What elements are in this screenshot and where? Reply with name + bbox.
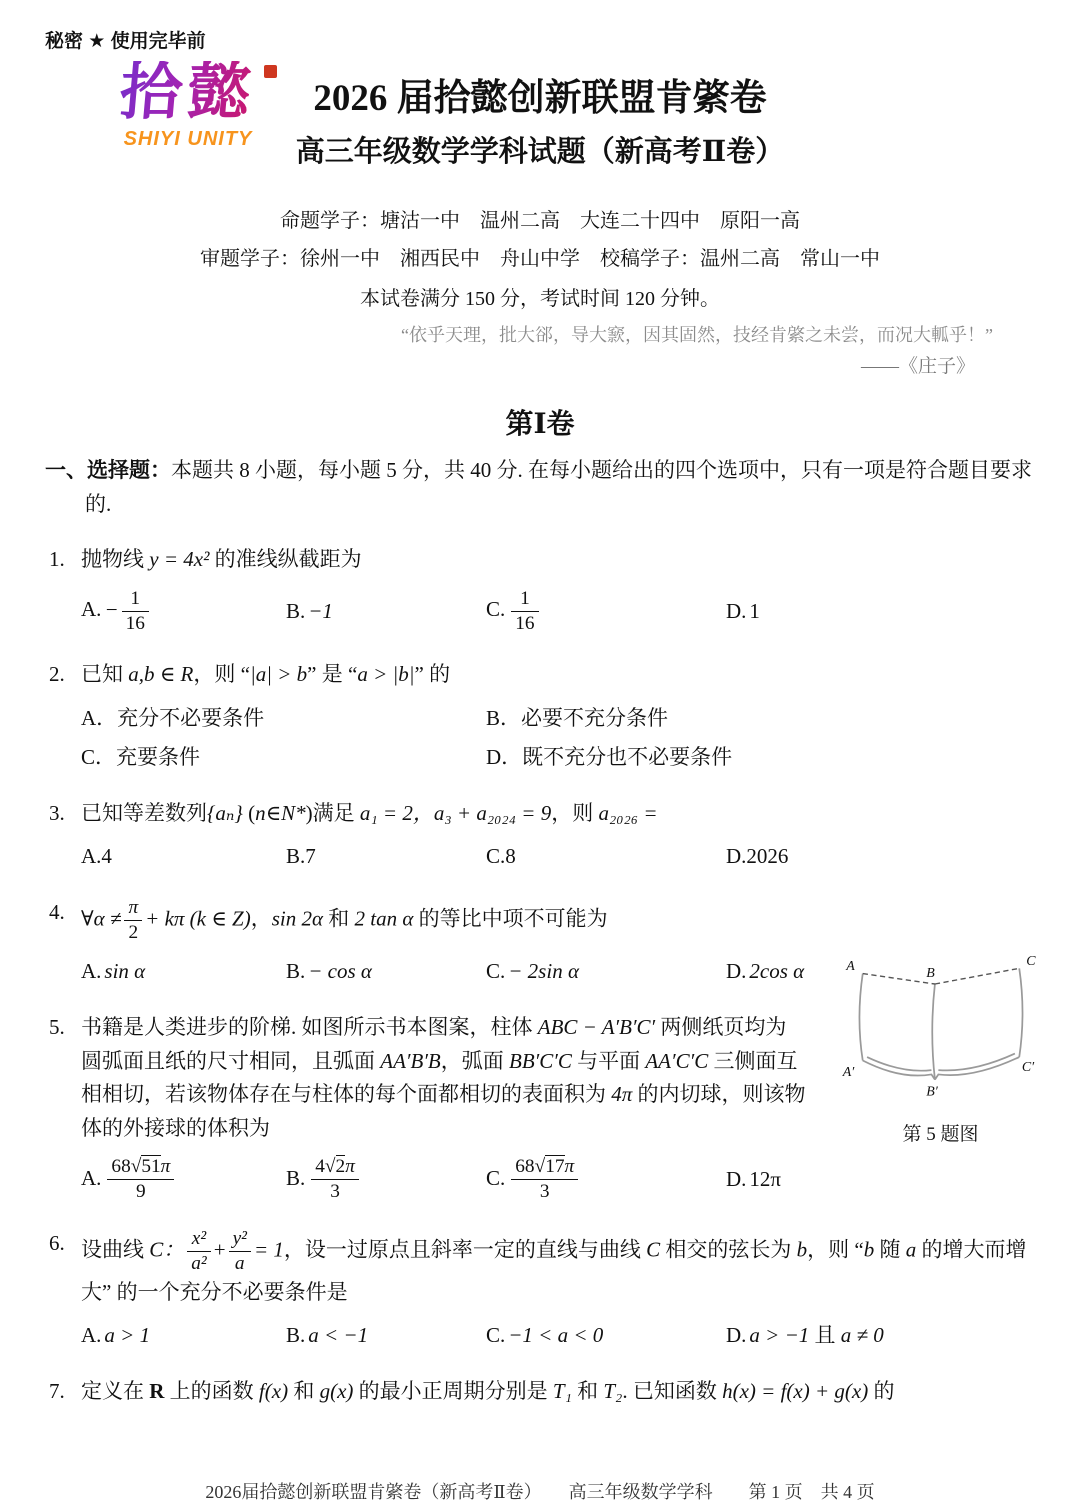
fraction bbox=[107, 1155, 174, 1204]
fraction-denominator: 3 bbox=[330, 1181, 340, 1203]
hidden-edge-bc bbox=[934, 968, 1018, 984]
stem-math: 2 tan α bbox=[354, 906, 414, 931]
stem-math: f(x) bbox=[258, 1379, 289, 1404]
stem-math: T₂ bbox=[603, 1379, 623, 1404]
question-3-number: 3. bbox=[49, 800, 65, 825]
stem-text: 书籍是人类进步的阶梯. 如图所示书本图案，柱体 bbox=[81, 1014, 538, 1039]
option-value: −1 < a < 0 bbox=[508, 1323, 604, 1348]
question-5-stem bbox=[81, 1011, 807, 1145]
option-c: C．充要条件 bbox=[81, 745, 201, 770]
option-label: D. bbox=[726, 598, 747, 623]
radicand: 51 bbox=[141, 1156, 161, 1178]
hidden-edge-ab bbox=[862, 973, 934, 983]
pi-symbol: π bbox=[160, 1156, 171, 1178]
option-value: − bbox=[104, 597, 119, 622]
question-5-options bbox=[81, 1155, 1035, 1204]
question-6-number: 6. bbox=[49, 1230, 65, 1255]
fraction bbox=[122, 587, 149, 636]
pi-symbol: π bbox=[564, 1156, 575, 1178]
option-d: D.2026 bbox=[726, 844, 789, 869]
fraction bbox=[124, 896, 142, 945]
option-b bbox=[286, 955, 486, 989]
option-label: A. bbox=[81, 597, 102, 622]
option-b bbox=[286, 595, 486, 629]
stem-math: b bbox=[796, 1237, 808, 1262]
option-connector: 且 bbox=[809, 1323, 841, 1348]
fraction-denominator: 2 bbox=[128, 922, 139, 944]
question-6-stem bbox=[81, 1227, 1035, 1310]
stem-math: C： bbox=[149, 1237, 185, 1262]
vertex-label-a: A bbox=[845, 958, 855, 974]
option-value: − 2sin α bbox=[508, 959, 579, 984]
option-a: A．充分不必要条件 bbox=[81, 705, 265, 730]
book-page-line-right bbox=[938, 1053, 1015, 1070]
option-a bbox=[81, 955, 286, 989]
stem-text: 上的函数 bbox=[164, 1379, 259, 1404]
stem-math: b bbox=[863, 1237, 875, 1262]
fraction-numerator: π bbox=[124, 896, 142, 921]
option-label: D. bbox=[726, 1167, 747, 1192]
option-label: B. bbox=[286, 598, 306, 623]
option-value: a < −1 bbox=[308, 1323, 369, 1348]
logo-calligraphy: 拾懿 bbox=[90, 61, 286, 126]
quote-text: “依乎天理，批大郤，导大窾，因其固然，技经肯綮之未尝，而况大軱乎！” bbox=[401, 325, 993, 345]
option-value: a ≠ 0 bbox=[840, 1323, 884, 1348]
exam-header bbox=[45, 59, 1035, 195]
stem-text: 的 bbox=[868, 1379, 895, 1404]
option-b bbox=[286, 1155, 486, 1204]
stem-text: 已知等差数列 bbox=[81, 800, 207, 825]
vertex-label-c: C bbox=[1025, 953, 1035, 969]
option-b: B.7 bbox=[286, 844, 316, 869]
question-1-number: 1. bbox=[49, 547, 65, 572]
sqrt-symbol: √ bbox=[324, 1156, 336, 1178]
vertex-label-b1: B′ bbox=[925, 1084, 938, 1099]
stem-text: 设曲线 bbox=[81, 1237, 150, 1262]
stem-text: ，弧面 bbox=[440, 1048, 509, 1073]
radicand: 2 bbox=[335, 1156, 346, 1178]
stem-text: ， bbox=[250, 906, 272, 931]
vertex-label-c1: C′ bbox=[1021, 1059, 1034, 1075]
option-label: A. bbox=[81, 1165, 102, 1190]
vertex-label-a1: A′ bbox=[842, 1065, 854, 1081]
fraction-denominator: a bbox=[234, 1252, 245, 1274]
stem-math: a₂₀₂₆ = bbox=[598, 800, 658, 825]
option-d bbox=[726, 1319, 1035, 1353]
stem-math: ∀α ≠ bbox=[81, 906, 122, 931]
reviewers-line: 审题学子：徐州一中 湘西民中 舟山中学 校稿学子：温州二高 常山一中 bbox=[200, 248, 880, 270]
option-b: B．必要不充分条件 bbox=[486, 705, 669, 730]
option-c bbox=[486, 1319, 726, 1353]
option-c: C.8 bbox=[486, 844, 516, 869]
option-label: C. bbox=[486, 597, 506, 622]
fraction-numerator bbox=[107, 1155, 174, 1180]
fraction-denominator: 3 bbox=[539, 1181, 550, 1203]
question-3-stem bbox=[81, 797, 1035, 831]
stem-text: 定义在 bbox=[81, 1379, 150, 1404]
option-label: A. bbox=[81, 959, 102, 984]
logo bbox=[93, 61, 283, 151]
fraction bbox=[187, 1227, 210, 1276]
stem-text: 的等比中项不可能为 bbox=[413, 906, 608, 931]
option-c bbox=[486, 587, 726, 636]
option-a bbox=[81, 1319, 286, 1353]
stem-text: ” 是 “ bbox=[307, 662, 358, 687]
option-a bbox=[81, 1155, 286, 1204]
option-label: B. bbox=[286, 1165, 306, 1190]
stem-text: ，则 “ bbox=[807, 1237, 864, 1262]
fraction-numerator bbox=[511, 1155, 578, 1180]
question-1-stem bbox=[81, 543, 1035, 577]
fraction bbox=[229, 1227, 251, 1276]
option-value: sin α bbox=[104, 959, 146, 984]
section-instructions bbox=[45, 454, 1035, 521]
stem-math: h(x) = f(x) + g(x) bbox=[722, 1379, 869, 1404]
fraction-denominator: 9 bbox=[136, 1181, 146, 1203]
question-1 bbox=[45, 543, 1035, 636]
stem-text: . 已知函数 bbox=[622, 1379, 723, 1404]
exam-subtitle: 高三年级数学学科试题（新高考Ⅱ卷） bbox=[295, 136, 785, 168]
classification-label: 秘密 ★ 使用完毕前 bbox=[45, 31, 206, 52]
question-2-number: 2. bbox=[49, 662, 65, 687]
stem-math: C bbox=[646, 1237, 661, 1262]
stem-text: 两侧纸页均为圆弧面且纸的尺寸相同，且弧面 bbox=[81, 1014, 787, 1073]
option-a: A.4 bbox=[81, 844, 112, 869]
stem-math: R bbox=[149, 1379, 165, 1404]
instructions-heading: 一、选择题： bbox=[45, 458, 171, 482]
stem-text: ( bbox=[242, 800, 256, 825]
sqrt-symbol: √ bbox=[130, 1156, 142, 1178]
coefficient: 4 bbox=[315, 1156, 325, 1178]
stem-math: y = 4x² bbox=[149, 547, 210, 572]
option-value: a > 1 bbox=[104, 1323, 151, 1348]
stem-text: 相交的弦长为 bbox=[660, 1237, 797, 1262]
question-7 bbox=[45, 1375, 1035, 1409]
book-left-edge bbox=[859, 973, 862, 1060]
option-label: B. bbox=[286, 1323, 306, 1348]
stem-math: T₁ bbox=[552, 1379, 572, 1404]
coefficient: 68 bbox=[111, 1156, 131, 1178]
stem-math: g(x) bbox=[319, 1379, 354, 1404]
page-footer: 2026届拾懿创新联盟肯綮卷（新高考Ⅱ卷） 高三年级数学学科 第 1 页 共 4 页 bbox=[205, 1482, 875, 1502]
quote-source: ——《庄子》 bbox=[860, 356, 975, 377]
fraction bbox=[511, 1155, 578, 1204]
exam-info-line: 本试卷满分 150 分，考试时间 120 分钟。 bbox=[360, 288, 720, 310]
stem-text: ，则 “ bbox=[193, 662, 250, 687]
book-spine bbox=[932, 984, 935, 1080]
option-label: A. bbox=[81, 1323, 102, 1348]
option-label: C. bbox=[486, 1323, 506, 1348]
question-4-stem bbox=[81, 896, 1035, 945]
stem-math: ABC − A′B′C′ bbox=[537, 1014, 656, 1039]
fraction-numerator: y² bbox=[229, 1227, 251, 1252]
question-6-options bbox=[81, 1319, 1035, 1353]
open-book-figure bbox=[841, 949, 1041, 1099]
stem-math: n∈N* bbox=[255, 800, 306, 825]
fraction bbox=[511, 587, 538, 636]
fraction-denominator: a² bbox=[191, 1252, 207, 1274]
stem-math: = 1 bbox=[253, 1237, 284, 1262]
question-7-stem bbox=[81, 1375, 1035, 1409]
stem-text: 和 bbox=[571, 1379, 604, 1404]
fraction-numerator: 1 bbox=[511, 587, 538, 612]
option-value: 12π bbox=[749, 1167, 782, 1192]
option-c bbox=[486, 955, 726, 989]
logo-seal-icon bbox=[264, 65, 277, 78]
stem-text: 的内切球，则该物体的外接球的体积为 bbox=[81, 1082, 806, 1140]
stem-math: 4π bbox=[611, 1082, 633, 1107]
question-2-stem bbox=[81, 658, 1035, 692]
fraction-numerator: x² bbox=[187, 1227, 210, 1252]
logo-wordmark: SHIYI UNITY bbox=[123, 128, 253, 151]
stem-math: sin 2α bbox=[271, 906, 323, 931]
q5-figure bbox=[838, 949, 1043, 1150]
stem-math: {aₙ} bbox=[207, 800, 243, 825]
stem-text: 与平面 bbox=[571, 1048, 646, 1073]
figure-caption: 第 5 题图 bbox=[902, 1123, 979, 1145]
exam-title: 2026 届拾懿创新联盟肯綮卷 bbox=[313, 78, 767, 119]
stem-text: ，则 bbox=[551, 800, 599, 825]
stem-text: 和 bbox=[323, 906, 355, 931]
question-5-number: 5. bbox=[49, 1014, 65, 1039]
question-4-number: 4. bbox=[49, 900, 65, 925]
section-title: 第Ⅰ卷 bbox=[505, 409, 575, 440]
stem-math: a bbox=[905, 1237, 917, 1262]
option-d bbox=[726, 1163, 1035, 1197]
coefficient: 68 bbox=[515, 1156, 535, 1178]
option-value: 2cos α bbox=[749, 959, 805, 984]
question-6 bbox=[45, 1227, 1035, 1353]
fraction-denominator: 16 bbox=[125, 612, 145, 634]
fraction-numerator bbox=[311, 1155, 359, 1180]
instructions-text: 本题共 8 小题，每小题 5 分，共 40 分. 在每小题给出的四个选项中，只有一项是符合题目要求的. bbox=[85, 458, 1032, 516]
stem-text: 的准线纵截距为 bbox=[209, 547, 362, 572]
stem-text: 随 bbox=[874, 1237, 906, 1262]
stem-math: a₁ = 2，a₃ + a₂₀₂₄ = 9 bbox=[359, 800, 552, 825]
question-2-options bbox=[81, 702, 1035, 775]
option-label: C. bbox=[486, 959, 506, 984]
option-label: B. bbox=[286, 959, 306, 984]
stem-text: )满足 bbox=[305, 800, 360, 825]
stem-math: a > |b| bbox=[357, 662, 415, 687]
option-value: a > −1 bbox=[749, 1323, 810, 1348]
option-c bbox=[486, 1155, 726, 1204]
radicand: 17 bbox=[545, 1156, 565, 1178]
sqrt-symbol: √ bbox=[534, 1156, 546, 1178]
stem-text: 的最小正周期分别是 bbox=[353, 1379, 553, 1404]
option-a bbox=[81, 587, 286, 636]
setters-line: 命题学子：塘沽一中 温州二高 大连二十四中 原阳一高 bbox=[280, 210, 800, 232]
book-bottom-right bbox=[934, 1057, 1018, 1080]
option-value: 1 bbox=[749, 598, 760, 623]
option-value: − cos α bbox=[308, 959, 372, 984]
book-right-edge bbox=[1019, 968, 1022, 1057]
option-d: D．既不充分也不必要条件 bbox=[486, 745, 733, 770]
stem-text: ” 的 bbox=[414, 662, 451, 687]
option-d bbox=[726, 595, 1035, 629]
question-7-number: 7. bbox=[49, 1379, 65, 1404]
stem-math: + bbox=[213, 1237, 226, 1262]
stem-text: 和 bbox=[288, 1379, 320, 1404]
fraction bbox=[311, 1155, 359, 1204]
stem-text: 抛物线 bbox=[81, 547, 150, 572]
option-label: C. bbox=[486, 1165, 506, 1190]
stem-math: |a| > b bbox=[249, 662, 308, 687]
option-label: D. bbox=[726, 1323, 747, 1348]
vertex-label-b: B bbox=[925, 965, 935, 981]
stem-text: 的增大而增大” 的一个充分不必要条件是 bbox=[81, 1237, 1027, 1304]
stem-math: AA′B′B bbox=[380, 1048, 441, 1073]
stem-math: + kπ (k ∈ Z) bbox=[145, 906, 251, 931]
stem-math: a,b ∈ R bbox=[128, 662, 194, 687]
fraction-denominator: 16 bbox=[515, 612, 535, 634]
fraction-numerator: 1 bbox=[122, 587, 149, 612]
book-page-line-left bbox=[867, 1057, 931, 1071]
stem-math: BB′C′C bbox=[509, 1048, 572, 1073]
question-2 bbox=[45, 658, 1035, 775]
question-3-options bbox=[81, 840, 1035, 874]
option-b bbox=[286, 1319, 486, 1353]
option-label: D. bbox=[726, 959, 747, 984]
option-value: −1 bbox=[308, 598, 333, 623]
stem-text: 已知 bbox=[81, 662, 129, 687]
stem-text: 三侧面互相相切，若该物体存在与柱体的每个面都相切的表面积为 bbox=[81, 1048, 798, 1107]
question-1-options bbox=[81, 587, 1035, 636]
stem-text: ，设一过原点且斜率一定的直线与曲线 bbox=[283, 1237, 647, 1262]
question-3 bbox=[45, 797, 1035, 874]
pi-symbol: π bbox=[345, 1156, 355, 1178]
stem-math: AA′C′C bbox=[645, 1048, 709, 1073]
